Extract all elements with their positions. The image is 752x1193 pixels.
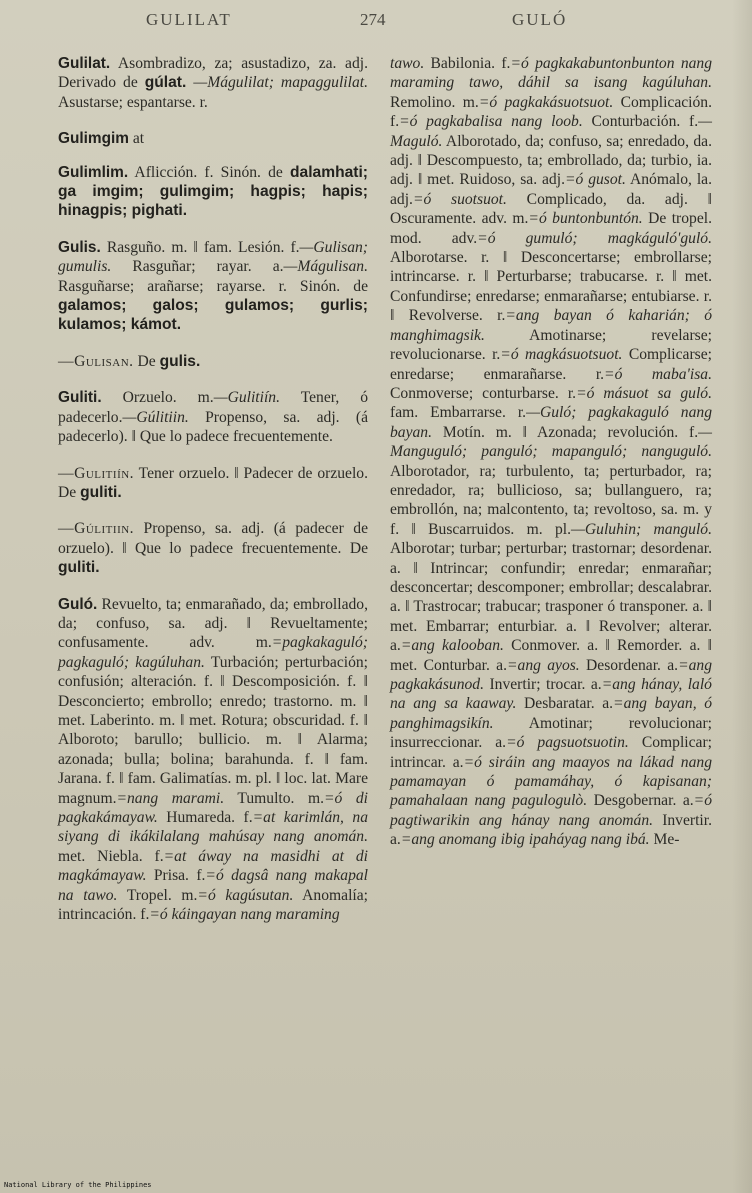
entry-gulo: Guló. Revuelto, ta; enmarañado, da; embrollado, da; confuso, sa. adj. ‖ Revueltamente; confusamente. adv. m.=pagkakaguló; pagkaguló; kagúluhan. Turbación; perturbación; confusión; alteración. f. ‖ Descomposición. f. ‖ Desconcierto; embrollo; enredo; trastorno. m. ‖ met. Laberinto. m. ‖ met. Rotura; obscuridad. f. ‖ Alboroto; barullo; bullicio. m. ‖ Alarma; azonada; bulla; bolina; barahunda. f. ‖ fam. Jarana. f. ‖ fam. Galimatías. m. pl. ‖ loc. lat. Mare magnum.=nang marami. Tumulto. m.=ó di pagkakámayaw. Humareda. f.=at karimlán, na siyang di ikákilalang mahúsay nang anomán. met. Niebla. f.=at áway na masidhi at di magkámayaw. Prisa. f.=ó dagsâ nang makapal na tawo. Tropel. m.=ó kagúsutan. Anomalía; intrincación. f.=ó káingayan nang maraming	[58, 595, 369, 924]
left-column	[58, 54, 368, 924]
page-number: 274	[360, 10, 386, 29]
library-footer: National Library of the Philippines	[4, 1181, 152, 1189]
entry-gulis: Gulis. Rasguño. m. ‖ fam. Lesión. f.—Gulisan; gumulis. Rasguñar; rayar. a.—Mágulisan. Rasguñarse; arañarse; rayarse. r. Sinón. de galamos; galos; gulamos; gurlis; kulamos; kámot.	[58, 238, 368, 334]
page-edge-shadow	[732, 0, 752, 1193]
right-column	[390, 54, 712, 850]
header-right-guideword: GULÓ	[512, 10, 568, 29]
entry-gulimlim: Gulimlim. Aflicción. f. Sinón. de dalamhati; ga imgim; gulimgim; hagpis; hapis; hinagpis; pighati.	[58, 163, 368, 220]
entry-gulitiin: —Gulitiín. Tener orzuelo. ‖ Padecer de orzuelo. De guliti.	[58, 464, 368, 501]
entry-gulimgim: Gulimgim at	[58, 130, 145, 148]
running-head	[0, 10, 752, 34]
entry-gulilat: Gulilat. Asombradizo, za; asustadizo, za. adj. Derivado de gúlat. —Mágulilat; mapaggulilat. Asustarse; espantarse. r.	[58, 55, 368, 111]
entry-gulitiin-propenso: —Gúlitiin. Propenso, sa. adj. (á padecer de orzuelo). ‖ Que lo padece frecuentemente. De guliti.	[58, 520, 368, 577]
entry-guliti: Guliti. Orzuelo. m.—Gulitiín. Tener, ó padecerlo.—Gúlitiin. Propenso, sa. adj. (á padecerlo). ‖ Que lo padece frecuentemente.	[58, 389, 369, 446]
header-left-guideword: GULILAT	[146, 10, 232, 29]
entry-gulisan: —Gulisan. De gulis.	[58, 352, 201, 370]
entry-gulo-continued: tawo. Babilonia. f.=ó pagkakabuntonbunton nang maraming tawo, dáhil sa isang kagúluhan. Remolino. m.=ó pagkakásuotsuot. Complicación. f.=ó pagkabalisa nang loob. Conturbación. f.—Maguló. Alborotado, da; confuso, sa; enredado, da. adj. ‖ Descompuesto, ta; embrollado, da; turbio, ia. adj. ‖ met. Ruidoso, sa. adj.=ó gusot. Anómalo, la. adj.=ó suotsuot. Complicado, da. adj. ‖ Oscuramente. adv. m.=ó buntonbuntón. De tropel. mod. adv.=ó gumuló; magkáguló'guló. Alborotarse. r. ‖ Desconcertarse; embrollarse; intrincarse. r. ‖ Perturbarse; trabucarse. r. ‖ met. Confundirse; enredarse; enmarañarse; entubiarse. r. ‖ Revolverse. r.=ang bayan ó kaharián; ó manghimagsik. Amotinarse; revelarse; revolucionarse. r.=ó magkásuotsuot. Complicarse; enredarse; enmarañarse. r.=ó maba'isa. Conmoverse; conturbarse. r.=ó másuot sa guló. fam. Embarrarse. r.—Guló; pagkakaguló nang bayan. Motín. m. ‖ Azonada; revolución. f.—Manguguló; panguló; mapanguló; nanguguló. Alborotador, ra; turbulento, ta; perturbador, ra; enredador, ra; bullicioso, sa; bullanguero, ra; embrollón, na; malcontento, ta; revoltoso, sa. m. y f. ‖ Buscarruidos. m. pl.—Guluhin; manguló. Alborotar; turbar; perturbar; trastornar; desordenar. a. ‖ Intrincar; confundir; enredar; enmarañar; desconcertar; descomponer; embrollar; descalabrar. a. ‖ Trastrocar; trabucar; trasponer ó transponer. a. ‖ met. Embarrar; enturbiar. a. ‖ Revolver; alterar. a.=ang kalooban. Conmover. a. ‖ Remorder. a. ‖ met. Conturbar. a.=ang ayos. Desordenar. a.=ang pagkakásunod. Invertir; trocar. a.=ang hánay, laló na ang sa kaaway. Desbaratar. a.=ang bayan, ó panghimagsikín. Amotinar; revolucionar; insurreccionar. a.=ó pagsuotsuotin. Complicar; intrincar. a.=ó siráin ang maayos na lákad nang pamamayan ó pamamáhay, ó kapisanan; pamahalaan nang pagulogulò. Desgobernar. a.=ó pagtiwarikin ang hánay nang anomán. Invertir. a.=ang anomang ibig ipaháyag nang ibá. Me-	[390, 55, 713, 849]
